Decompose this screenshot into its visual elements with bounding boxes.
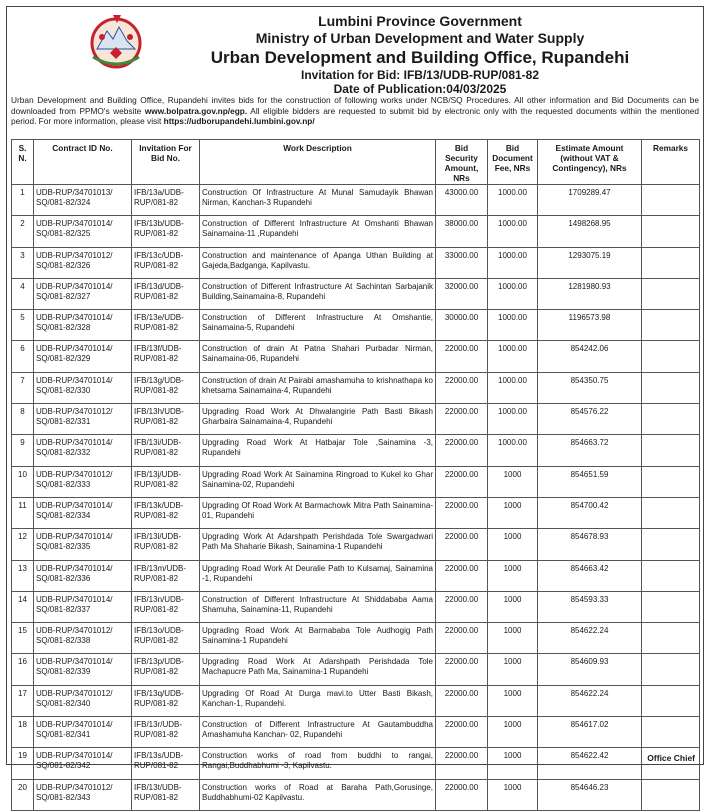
- table-row: [12, 591, 700, 622]
- cell-sn: 12: [12, 529, 34, 560]
- table-row: [12, 654, 700, 685]
- cell-bid-security: 22000.00: [436, 466, 488, 497]
- cell-remarks: [642, 560, 700, 591]
- cell-estimate: 1281980.93: [538, 278, 642, 309]
- cell-work-description: Construction of Different Infrastructure At Omshantie, Sainamaina-5, Rupandehi: [200, 310, 436, 341]
- cell-ifb-no: IFB/13e/UDB-RUP/081-82: [132, 310, 200, 341]
- cell-estimate: 854242.06: [538, 341, 642, 372]
- province-title: Lumbini Province Government: [318, 13, 522, 29]
- cell-ifb-no: IFB/13j/UDB-RUP/081-82: [132, 466, 200, 497]
- cell-ifb-no: IFB/13m/UDB-RUP/081-82: [132, 560, 200, 591]
- cell-sn: 10: [12, 466, 34, 497]
- cell-work-description: Construction Of Infrastructure At Munal Samudayik Bhawan Nirman, Kanchan-3 Rupandehi: [200, 185, 436, 216]
- table-row: [12, 529, 700, 560]
- cell-bid-fee: 1000: [488, 591, 538, 622]
- cell-estimate: 1498268.95: [538, 216, 642, 247]
- notice-page: [6, 6, 704, 802]
- cell-bid-security: 32000.00: [436, 278, 488, 309]
- table-row: [12, 497, 700, 528]
- cell-bid-fee: 1000: [488, 560, 538, 591]
- cell-work-description: Upgrading Road Work At Barmababa Tole Audhogig Path Sainamina-1 Rupandehi: [200, 623, 436, 654]
- table-row: [12, 748, 700, 779]
- cell-remarks: [642, 247, 700, 278]
- cell-estimate: 854622.24: [538, 623, 642, 654]
- cell-remarks: [642, 466, 700, 497]
- cell-work-description: Upgrading Of Road At Durga mavi.to Utter Basti Bikash, Kanchan-1, Rupandehi.: [200, 685, 436, 716]
- cell-bid-security: 43000.00: [436, 185, 488, 216]
- cell-work-description: Upgrading Road Work At Hatbajar Tole ,Sainamina -3, Rupandehi: [200, 435, 436, 466]
- cell-ifb-no: IFB/13d/UDB-RUP/081-82: [132, 278, 200, 309]
- office-title: Urban Development and Building Office, Rupandehi: [210, 48, 630, 67]
- cell-remarks: [642, 529, 700, 560]
- cell-bid-fee: 1000: [488, 497, 538, 528]
- cell-bid-fee: 1000: [488, 466, 538, 497]
- cell-estimate: 854576.22: [538, 404, 642, 435]
- ministry-title: Ministry of Urban Development and Water Supply: [255, 30, 585, 46]
- table-row: [12, 404, 700, 435]
- cell-bid-security: 22000.00: [436, 497, 488, 528]
- cell-work-description: Construction works of road from buddhi to rangai, Rangai,Buddhabhumi -3, Kapilvastu.: [200, 748, 436, 779]
- cell-sn: 18: [12, 717, 34, 748]
- cell-bid-security: 22000.00: [436, 623, 488, 654]
- cell-estimate: 1196573.98: [538, 310, 642, 341]
- cell-bid-fee: 1000.00: [488, 310, 538, 341]
- cell-sn: 17: [12, 685, 34, 716]
- col-estimate: Estimate Amount (without VAT & Contingency), NRs: [538, 140, 642, 185]
- cell-ifb-no: IFB/13f/UDB-RUP/081-82: [132, 341, 200, 372]
- cell-estimate: 854617.02: [538, 717, 642, 748]
- table-row: [12, 216, 700, 247]
- cell-bid-security: 22000.00: [436, 529, 488, 560]
- cell-sn: 15: [12, 623, 34, 654]
- cell-sn: 8: [12, 404, 34, 435]
- cell-contract-id: UDB-RUP/34701014/ SQ/081-82/339: [34, 654, 132, 685]
- cell-sn: 3: [12, 247, 34, 278]
- cell-sn: 16: [12, 654, 34, 685]
- col-remarks: Remarks: [642, 140, 700, 185]
- col-bid-security: Bid Security Amount, NRs: [436, 140, 488, 185]
- cell-contract-id: UDB-RUP/34701014/ SQ/081-82/342: [34, 748, 132, 779]
- government-emblem-icon: [87, 13, 145, 69]
- cell-work-description: Upgrading Road Work At Adarshpath Perishdada Tole Machapucre Path Ma, Sainamina-1 Rupandehi: [200, 654, 436, 685]
- cell-estimate: 1293075.19: [538, 247, 642, 278]
- cell-ifb-no: IFB/13a/UDB-RUP/081-82: [132, 185, 200, 216]
- col-work-description: Work Description: [200, 140, 436, 185]
- cell-estimate: 854622.24: [538, 685, 642, 716]
- cell-contract-id: UDB-RUP/34701014/ SQ/081-82/328: [34, 310, 132, 341]
- cell-bid-security: 22000.00: [436, 685, 488, 716]
- cell-contract-id: UDB-RUP/34701014/ SQ/081-82/330: [34, 372, 132, 403]
- cell-ifb-no: IFB/13n/UDB-RUP/081-82: [132, 591, 200, 622]
- cell-work-description: Construction works of Road at Baraha Path,Gorusinge, Buddhabhumi-02 Kapilvastu.: [200, 779, 436, 810]
- cell-bid-security: 22000.00: [436, 341, 488, 372]
- cell-bid-fee: 1000.00: [488, 341, 538, 372]
- cell-work-description: Construction of Different Infrastructure At Gautambuddha Amashamuha Kanchan- 02, Rupandehi: [200, 717, 436, 748]
- cell-bid-fee: 1000: [488, 779, 538, 810]
- cell-work-description: Upgrading Road Work At Dhwalangirie Path Basti Bikash Gharbaira Sainamaina-4, Rupandehi: [200, 404, 436, 435]
- cell-bid-fee: 1000.00: [488, 372, 538, 403]
- cell-sn: 7: [12, 372, 34, 403]
- cell-bid-fee: 1000: [488, 685, 538, 716]
- cell-ifb-no: IFB/13i/UDB-RUP/081-82: [132, 435, 200, 466]
- table-header-row: [12, 140, 700, 185]
- cell-bid-fee: 1000: [488, 623, 538, 654]
- cell-sn: 9: [12, 435, 34, 466]
- cell-bid-security: 22000.00: [436, 560, 488, 591]
- col-sn: S. N.: [12, 140, 34, 185]
- cell-bid-fee: 1000.00: [488, 216, 538, 247]
- cell-sn: 4: [12, 278, 34, 309]
- table-row: [12, 466, 700, 497]
- cell-ifb-no: IFB/13g/UDB-RUP/081-82: [132, 372, 200, 403]
- cell-sn: 1: [12, 185, 34, 216]
- cell-contract-id: UDB-RUP/34701014/ SQ/081-82/325: [34, 216, 132, 247]
- cell-remarks: [642, 310, 700, 341]
- cell-ifb-no: IFB/13r/UDB-RUP/081-82: [132, 717, 200, 748]
- cell-bid-fee: 1000: [488, 654, 538, 685]
- cell-work-description: Upgrading Of Road Work At Barmachowk Mitra Path Sainamina-01, Rupandehi: [200, 497, 436, 528]
- cell-contract-id: UDB-RUP/34701012/ SQ/081-82/343: [34, 779, 132, 810]
- cell-bid-fee: 1000: [488, 748, 538, 779]
- cell-ifb-no: IFB/13b/UDB-RUP/081-82: [132, 216, 200, 247]
- col-ifb-no: Invitation For Bid No.: [132, 140, 200, 185]
- cell-work-description: Construction of Different Infrastructure At Shiddababa Aama Shamuha, Sainamina-11, Rupandehi: [200, 591, 436, 622]
- cell-bid-fee: 1000: [488, 529, 538, 560]
- table-row: [12, 435, 700, 466]
- col-bid-fee: Bid Document Fee, NRs: [488, 140, 538, 185]
- publication-date: Date of Publication:04/03/2025: [333, 82, 507, 96]
- cell-contract-id: UDB-RUP/34701014/ SQ/081-82/336: [34, 560, 132, 591]
- cell-remarks: [642, 185, 700, 216]
- cell-contract-id: UDB-RUP/34701012/ SQ/081-82/326: [34, 247, 132, 278]
- cell-bid-security: 33000.00: [436, 247, 488, 278]
- cell-contract-id: UDB-RUP/34701014/ SQ/081-82/327: [34, 278, 132, 309]
- cell-remarks: [642, 779, 700, 810]
- table-row: [12, 247, 700, 278]
- cell-remarks: [642, 278, 700, 309]
- intro-paragraph: [11, 95, 699, 127]
- cell-bid-security: 30000.00: [436, 310, 488, 341]
- cell-estimate: 854700.42: [538, 497, 642, 528]
- cell-bid-security: 22000.00: [436, 748, 488, 779]
- cell-bid-security: 22000.00: [436, 717, 488, 748]
- cell-estimate: 854663.42: [538, 560, 642, 591]
- cell-estimate: 854678.93: [538, 529, 642, 560]
- cell-estimate: 1709289.47: [538, 185, 642, 216]
- cell-contract-id: UDB-RUP/34701014/ SQ/081-82/335: [34, 529, 132, 560]
- cell-remarks: [642, 654, 700, 685]
- cell-contract-id: UDB-RUP/34701013/ SQ/081-82/324: [34, 185, 132, 216]
- table-row: [12, 185, 700, 216]
- cell-contract-id: UDB-RUP/34701014/ SQ/081-82/329: [34, 341, 132, 372]
- cell-bid-security: 22000.00: [436, 404, 488, 435]
- cell-remarks: [642, 717, 700, 748]
- table-row: [12, 685, 700, 716]
- cell-bid-fee: 1000.00: [488, 404, 538, 435]
- table-row: [12, 341, 700, 372]
- cell-remarks: [642, 404, 700, 435]
- cell-remarks: [642, 435, 700, 466]
- cell-bid-fee: 1000.00: [488, 435, 538, 466]
- ppmo-link[interactable]: www.bolpatra.gov.np/egp.: [144, 105, 248, 116]
- cell-remarks: [642, 685, 700, 716]
- cell-work-description: Upgrading Road Work At Deuralie Path to Kulsamaj, Sainamina -1, Rupandehi: [200, 560, 436, 591]
- cell-sn: 13: [12, 560, 34, 591]
- cell-ifb-no: IFB/13k/UDB-RUP/081-82: [132, 497, 200, 528]
- cell-bid-security: 22000.00: [436, 591, 488, 622]
- cell-contract-id: UDB-RUP/34701014/ SQ/081-82/334: [34, 497, 132, 528]
- cell-bid-security: 22000.00: [436, 654, 488, 685]
- cell-ifb-no: IFB/13h/UDB-RUP/081-82: [132, 404, 200, 435]
- table-row: [12, 623, 700, 654]
- cell-contract-id: UDB-RUP/34701014/ SQ/081-82/332: [34, 435, 132, 466]
- cell-remarks: [642, 372, 700, 403]
- cell-sn: 5: [12, 310, 34, 341]
- cell-sn: 11: [12, 497, 34, 528]
- cell-estimate: 854350.75: [538, 372, 642, 403]
- invitation-number: Invitation for Bid: IFB/13/UDB-RUP/081-82: [300, 68, 540, 82]
- cell-estimate: 854609.93: [538, 654, 642, 685]
- table-row: [12, 310, 700, 341]
- cell-bid-fee: 1000.00: [488, 185, 538, 216]
- cell-work-description: Upgrading Work At Adarshpath Perishdada Tole Swargadwari Path Ma Shaharie Bikash, Sainamina-1 Rupandehi: [200, 529, 436, 560]
- cell-ifb-no: IFB/13t/UDB-RUP/081-82: [132, 779, 200, 810]
- cell-contract-id: UDB-RUP/34701012/ SQ/081-82/333: [34, 466, 132, 497]
- table-row: [12, 779, 700, 810]
- cell-sn: 14: [12, 591, 34, 622]
- cell-ifb-no: IFB/13l/UDB-RUP/081-82: [132, 529, 200, 560]
- cell-remarks: [642, 623, 700, 654]
- cell-bid-security: 22000.00: [436, 372, 488, 403]
- table-row: [12, 372, 700, 403]
- intro-text-1: Urban Development and Building Office, Rupandehi invites bids for the construction of following works under NCB/SQ Procedures. All other information and Bid Documents can be downloaded from PPMO's website: [11, 95, 699, 116]
- col-contract-id: Contract ID No.: [34, 140, 132, 185]
- cell-work-description: Upgrading Road Work At Sainamina Ringroad to Kukel ko Ghar Sainamina-02, Rupandehi: [200, 466, 436, 497]
- cell-ifb-no: IFB/13c/UDB-RUP/081-82: [132, 247, 200, 278]
- office-chief-signature: Office Chief: [647, 753, 695, 763]
- cell-bid-security: 22000.00: [436, 779, 488, 810]
- cell-bid-fee: 1000.00: [488, 247, 538, 278]
- cell-sn: 19: [12, 748, 34, 779]
- cell-work-description: Construction of drain At Patna Shahari Purbadar Nirman, Sainamaina-06, Rupandehi: [200, 341, 436, 372]
- intro-text-2: All eligible bidders are requested to submit bid by electronic only with the requested documents within the mentioned period. For more information, please visit: [11, 105, 699, 127]
- cell-work-description: Construction of Different Infrastructure At Omshanti Bhawan Sainamaina-11 ,Rupandehi: [200, 216, 436, 247]
- office-website-link[interactable]: https://udborupandehi.lumbini.gov.np/: [163, 116, 315, 127]
- cell-contract-id: UDB-RUP/34701014/ SQ/081-82/341: [34, 717, 132, 748]
- cell-estimate: 854651.59: [538, 466, 642, 497]
- cell-estimate: 854663.72: [538, 435, 642, 466]
- cell-work-description: Construction and maintenance of Apanga Uthan Building at Gajeda,Badganga, Kapilvastu.: [200, 247, 436, 278]
- cell-ifb-no: IFB/13p/UDB-RUP/081-82: [132, 654, 200, 685]
- cell-remarks: [642, 497, 700, 528]
- cell-ifb-no: IFB/13s/UDB-RUP/081-82: [132, 748, 200, 779]
- cell-estimate: 854622.42: [538, 748, 642, 779]
- cell-contract-id: UDB-RUP/34701012/ SQ/081-82/331: [34, 404, 132, 435]
- cell-remarks: [642, 341, 700, 372]
- cell-contract-id: UDB-RUP/34701012/ SQ/081-82/338: [34, 623, 132, 654]
- cell-contract-id: UDB-RUP/34701014/ SQ/081-82/337: [34, 591, 132, 622]
- cell-remarks: [642, 216, 700, 247]
- cell-estimate: 854593.33: [538, 591, 642, 622]
- cell-remarks: [642, 591, 700, 622]
- cell-sn: 6: [12, 341, 34, 372]
- cell-sn: 2: [12, 216, 34, 247]
- cell-ifb-no: IFB/13q/UDB-RUP/081-82: [132, 685, 200, 716]
- cell-ifb-no: IFB/13o/UDB-RUP/081-82: [132, 623, 200, 654]
- table-row: [12, 717, 700, 748]
- table-row: [12, 560, 700, 591]
- cell-sn: 20: [12, 779, 34, 810]
- bid-table: [11, 139, 700, 811]
- cell-bid-security: 38000.00: [436, 216, 488, 247]
- cell-contract-id: UDB-RUP/34701012/ SQ/081-82/340: [34, 685, 132, 716]
- cell-work-description: Construction of drain At Pairabi amashamuha to krishnathapa ko khetsama Sainamaina-4, Rupandehi: [200, 372, 436, 403]
- cell-work-description: Construction of Different Infrastructure At Sachintan Sarbajanik Building,Sainamaina-8, Rupandehi: [200, 278, 436, 309]
- cell-bid-fee: 1000: [488, 717, 538, 748]
- header: [147, 13, 693, 96]
- cell-bid-security: 22000.00: [436, 435, 488, 466]
- cell-estimate: 854646.23: [538, 779, 642, 810]
- table-row: [12, 278, 700, 309]
- cell-bid-fee: 1000.00: [488, 278, 538, 309]
